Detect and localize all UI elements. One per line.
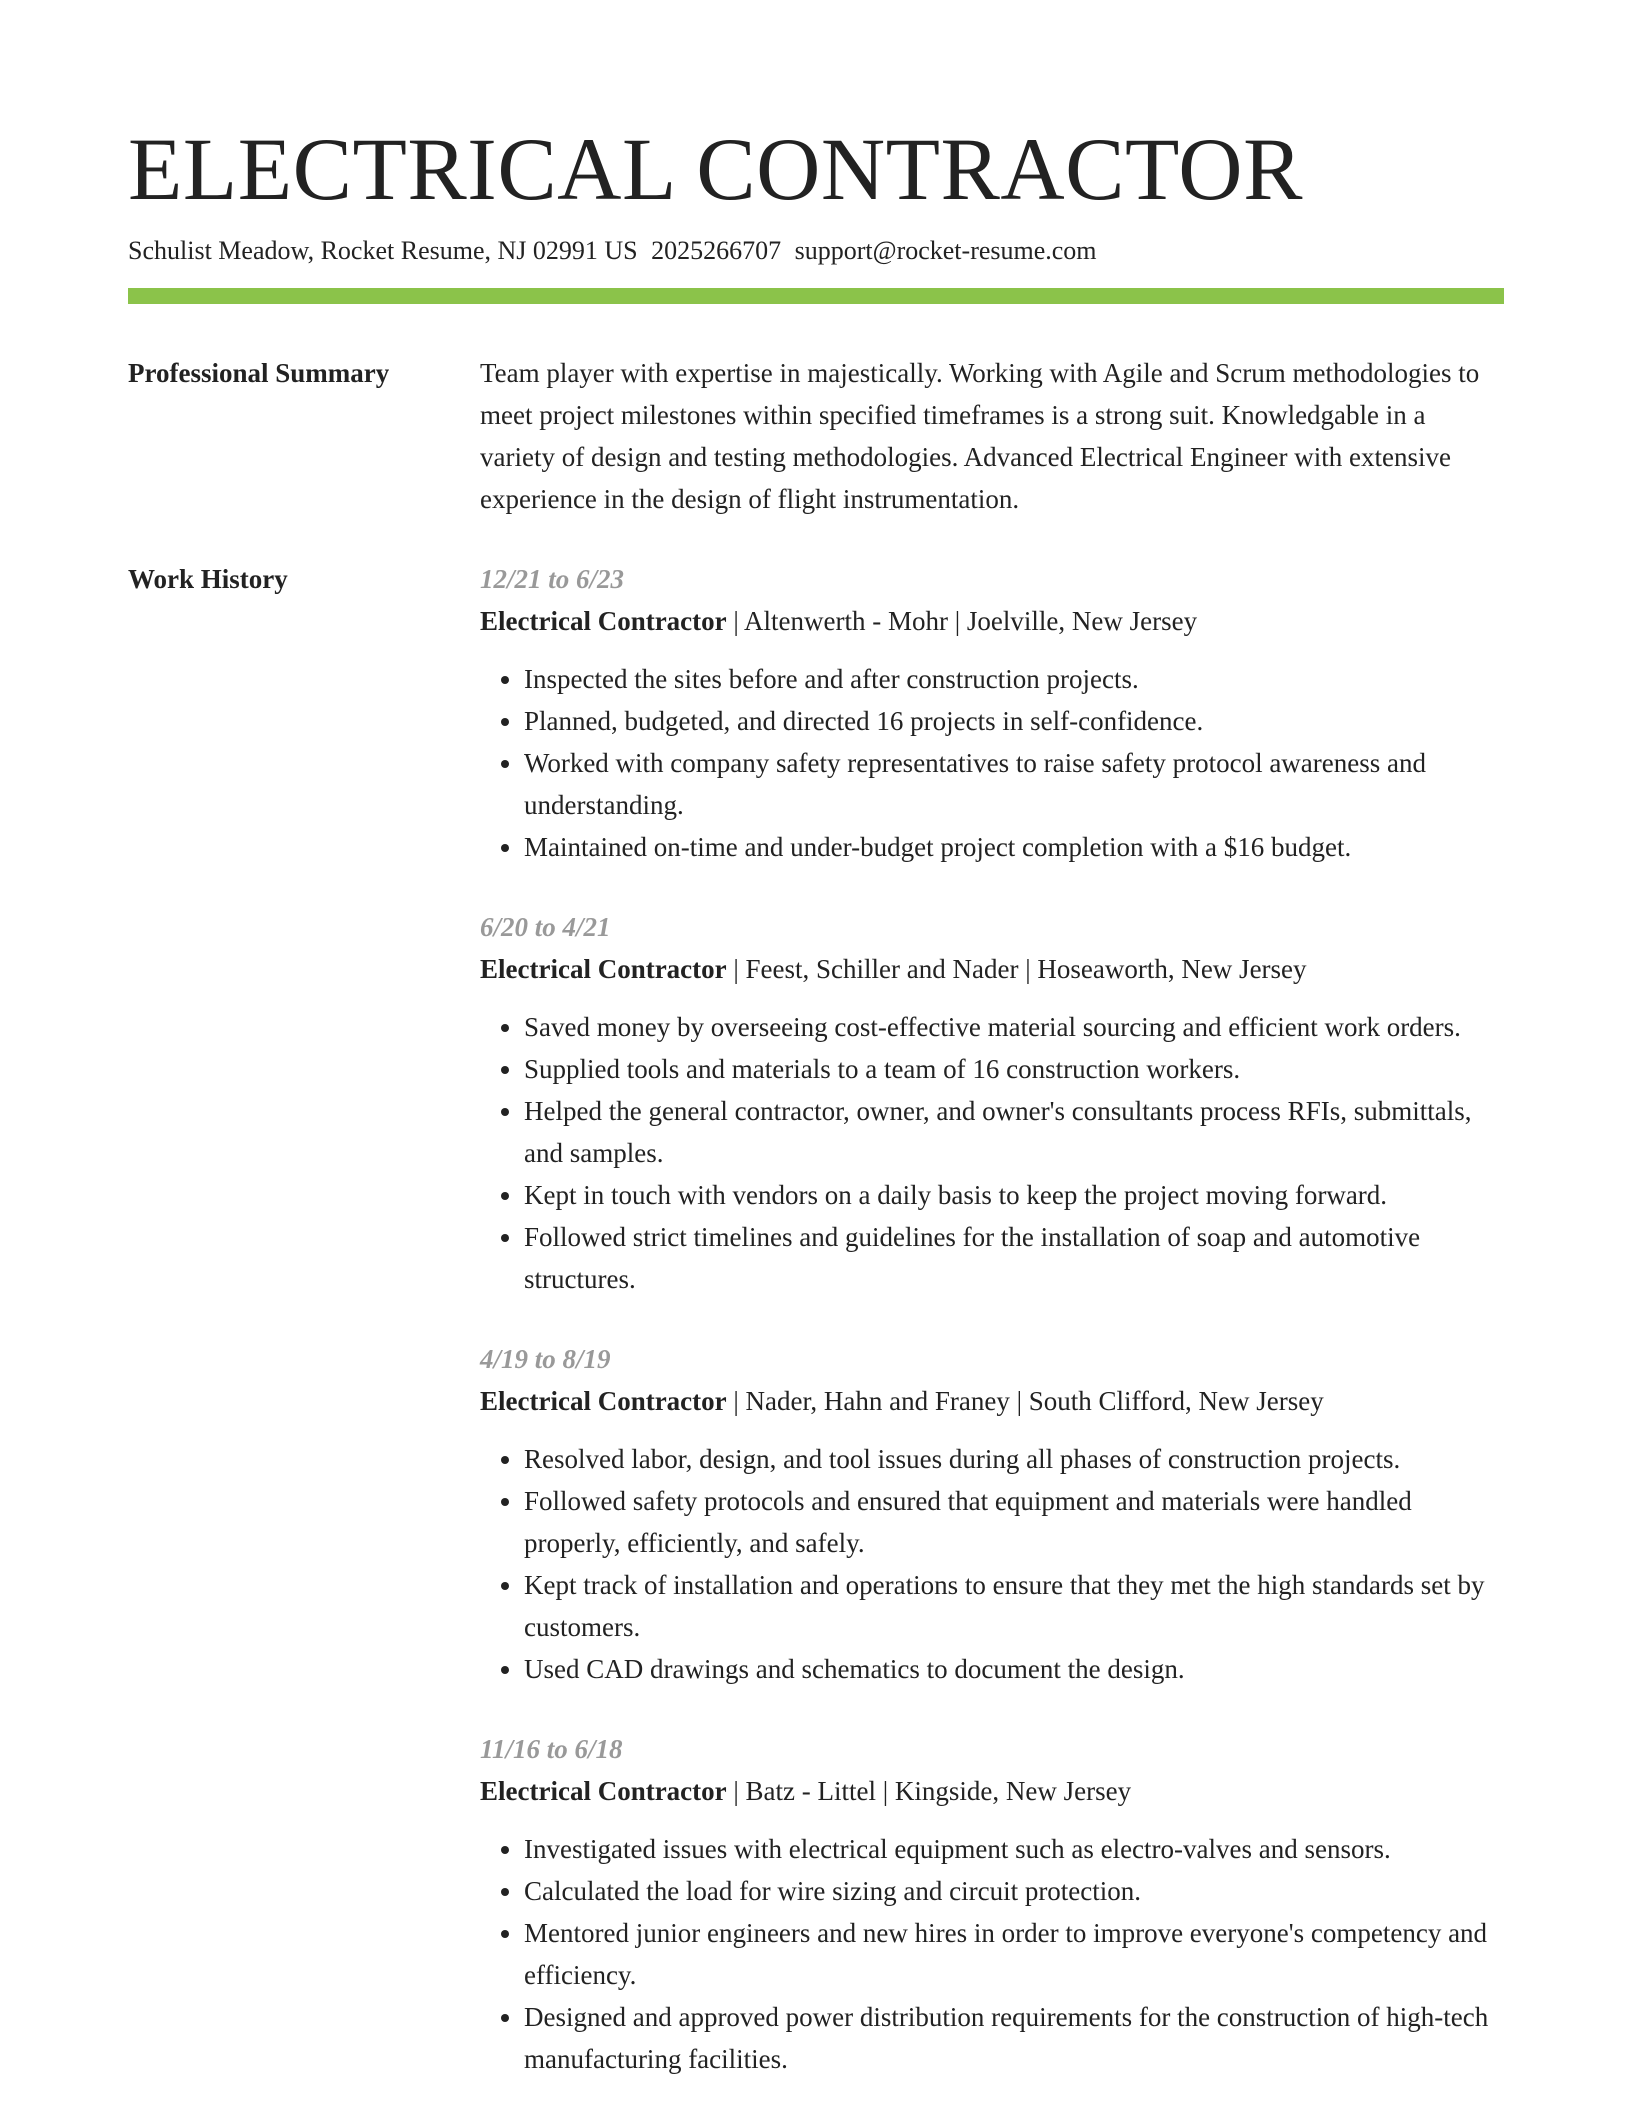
job-employer-location: | Altenwerth - Mohr | Joelville, New Jersey	[726, 606, 1198, 636]
job-dates: 12/21 to 6/23	[480, 564, 625, 594]
job-bullets	[480, 658, 1504, 868]
job-employer-location: | Batz - Littel | Kingside, New Jersey	[726, 1776, 1132, 1806]
job-bullet-item: • Helped the general contractor, owner, and owner's consultants process RFIs, submittals, and samples.	[524, 1090, 1504, 1174]
job-title: Electrical Contractor	[480, 1386, 727, 1416]
contact-line	[128, 234, 1504, 268]
job-entry	[480, 558, 1504, 868]
job-title-line	[480, 1770, 1504, 1812]
job-dates: 4/19 to 8/19	[480, 1344, 611, 1374]
job-bullet-item: • Planned, budgeted, and directed 16 projects in self-confidence.	[524, 700, 1504, 742]
job-title: Electrical Contractor	[480, 606, 727, 636]
job-dates: 11/16 to 6/18	[480, 1734, 623, 1764]
job-title: Electrical Contractor	[480, 954, 727, 984]
job-title-line	[480, 948, 1504, 990]
job-bullet-item: • Calculated the load for wire sizing and circuit protection.	[524, 1870, 1504, 1912]
job-title-line	[480, 600, 1504, 642]
job-bullet-item: • Kept track of installation and operations to ensure that they met the high standards set by customers.	[524, 1564, 1504, 1648]
job-entry	[480, 1338, 1504, 1690]
job-bullet-item: • Kept in touch with vendors on a daily basis to keep the project moving forward.	[524, 1174, 1504, 1216]
job-bullet-item: • Mentored junior engineers and new hires in order to improve everyone's competency and efficiency.	[524, 1912, 1504, 1996]
job-bullets	[480, 1828, 1504, 2080]
contact-email: support@rocket-resume.com	[794, 236, 1097, 265]
job-bullet-item: • Followed strict timelines and guidelines for the installation of soap and automotive structures.	[524, 1216, 1504, 1300]
summary-text: Team player with expertise in majestically. Working with Agile and Scrum methodologies to meet project milestones within specified timeframes is a strong suit. Knowledgable in a variety of design and testing methodologies. Advanced Electrical Engineer with extensive experience in the design of flight instrumentation.	[480, 358, 1480, 514]
accent-divider	[128, 288, 1504, 304]
job-bullet-item: • Followed safety protocols and ensured that equipment and materials were handled properly, efficiently, and safely.	[524, 1480, 1504, 1564]
job-bullet-item: • Resolved labor, design, and tool issues during all phases of construction projects.	[524, 1438, 1504, 1480]
job-bullet-item: • Maintained on-time and under-budget project completion with a $16 budget.	[524, 826, 1504, 868]
contact-address: Schulist Meadow, Rocket Resume, NJ 02991 US	[128, 236, 638, 265]
job-bullet-item: • Used CAD drawings and schematics to document the design.	[524, 1648, 1504, 1690]
job-entry	[480, 1728, 1504, 2080]
contact-phone: 2025266707	[651, 236, 782, 265]
job-bullet-item: • Inspected the sites before and after construction projects.	[524, 658, 1504, 700]
resume-page	[128, 0, 1504, 2118]
job-bullet-item: • Supplied tools and materials to a team of 16 construction workers.	[524, 1048, 1504, 1090]
job-bullets	[480, 1438, 1504, 1690]
job-title: Electrical Contractor	[480, 1776, 727, 1806]
job-employer-location: | Feest, Schiller and Nader | Hoseaworth, New Jersey	[726, 954, 1307, 984]
resume-name: ELECTRICAL CONTRACTOR	[128, 121, 1303, 219]
work-history-list	[480, 558, 1504, 2118]
professional-summary-section	[128, 352, 1504, 520]
job-bullet-item: • Investigated issues with electrical equipment such as electro-valves and sensors.	[524, 1828, 1504, 1870]
job-title-line	[480, 1380, 1504, 1422]
job-bullet-item: • Worked with company safety representatives to raise safety protocol awareness and understanding.	[524, 742, 1504, 826]
job-bullet-item: • Designed and approved power distribution requirements for the construction of high-tech manufacturing facilities.	[524, 1996, 1504, 2080]
job-dates: 6/20 to 4/21	[480, 912, 611, 942]
section-heading-work: Work History	[128, 564, 288, 594]
job-entry	[480, 906, 1504, 1300]
job-bullet-item: • Saved money by overseeing cost-effective material sourcing and efficient work orders.	[524, 1006, 1504, 1048]
work-history-section	[128, 558, 1504, 2118]
section-heading-summary: Professional Summary	[128, 358, 390, 388]
job-employer-location: | Nader, Hahn and Franey | South Clifford, New Jersey	[726, 1386, 1324, 1416]
job-bullets	[480, 1006, 1504, 1300]
